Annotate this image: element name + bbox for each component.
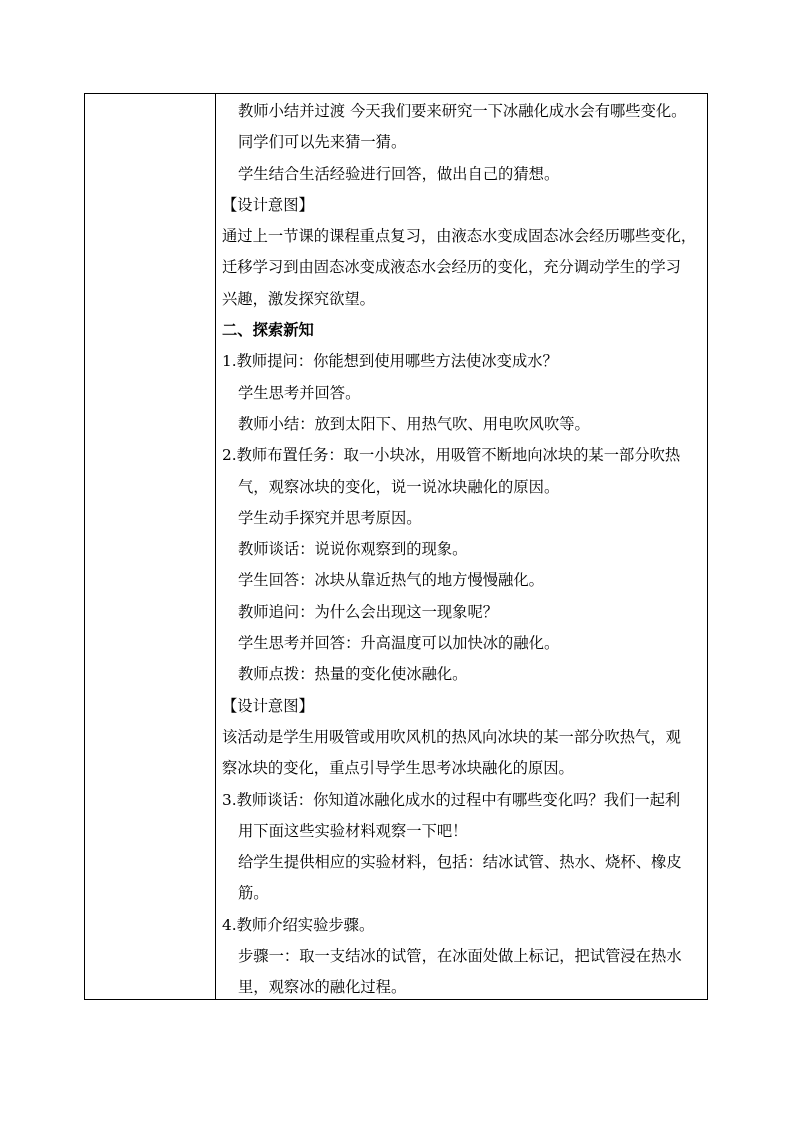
text-line: 气，观察冰块的变化，说一说冰块融化的原因。 xyxy=(238,477,560,496)
text-line: 通过上一节课的课程重点复习，由液态水变成固态冰会经历哪些变化， xyxy=(222,227,697,246)
table-content-cell xyxy=(216,94,707,999)
text-line: 2.教师布置任务：取一小块冰，用吸管不断地向冰块的某一部分吹热 xyxy=(222,446,681,465)
section-label: 【设计意图】 xyxy=(222,696,314,715)
lesson-plan-table xyxy=(84,93,708,1000)
text-line: 学生回答：冰块从靠近热气的地方慢慢融化。 xyxy=(238,571,544,590)
text-line: 4.教师介绍实验步骤。 xyxy=(222,915,375,934)
text-line: 学生思考并回答。 xyxy=(238,383,361,402)
text-line: 教师小结并过渡 今天我们要来研究一下冰融化成水会有哪些变化。 xyxy=(238,102,687,120)
text-line: 学生思考并回答：升高温度可以加快冰的融化。 xyxy=(238,634,560,653)
text-line: 里，观察冰的融化过程。 xyxy=(238,978,407,997)
text-line: 学生动手探究并思考原因。 xyxy=(238,508,422,527)
text-line: 给学生提供相应的实验材料，包括：结冰试管、热水、烧杯、橡皮 xyxy=(238,853,682,872)
text-line: 教师谈话：说说你观察到的现象。 xyxy=(238,540,468,559)
text-line: 迁移学习到由固态冰变成液态水会经历的变化，充分调动学生的学习 xyxy=(222,258,681,277)
section-heading: 二、探索新知 xyxy=(222,321,314,340)
text-line: 3.教师谈话：你知道冰融化成水的过程中有哪些变化吗？我们一起利 xyxy=(222,790,681,809)
text-line: 筋。 xyxy=(238,884,269,903)
text-line: 1.教师提问：你能想到使用哪些方法使冰变成水？ xyxy=(222,352,558,371)
table-left-cell xyxy=(85,94,216,999)
text-line: 兴趣，激发探究欲望。 xyxy=(222,289,375,308)
text-line: 该活动是学生用吸管或用吹风机的热风向冰块的某一部分吹热气，观 xyxy=(222,727,681,746)
text-line: 教师小结：放到太阳下、用热气吹、用电吹风吹等。 xyxy=(238,414,590,433)
section-label: 【设计意图】 xyxy=(222,195,314,214)
text-line: 步骤一：取一支结冰的试管，在冰面处做上标记，把试管浸在热水 xyxy=(238,947,682,966)
text-line: 同学们可以先来猜一猜。 xyxy=(238,133,407,152)
text-line: 用下面这些实验材料观察一下吧！ xyxy=(238,821,468,840)
text-line: 教师追问：为什么会出现这一现象呢？ xyxy=(238,602,499,621)
text-line: 学生结合生活经验进行回答，做出自己的猜想。 xyxy=(238,164,560,183)
text-line: 察冰块的变化，重点引导学生思考冰块融化的原因。 xyxy=(222,759,574,778)
text-line: 教师点拨：热量的变化使冰融化。 xyxy=(238,665,468,684)
